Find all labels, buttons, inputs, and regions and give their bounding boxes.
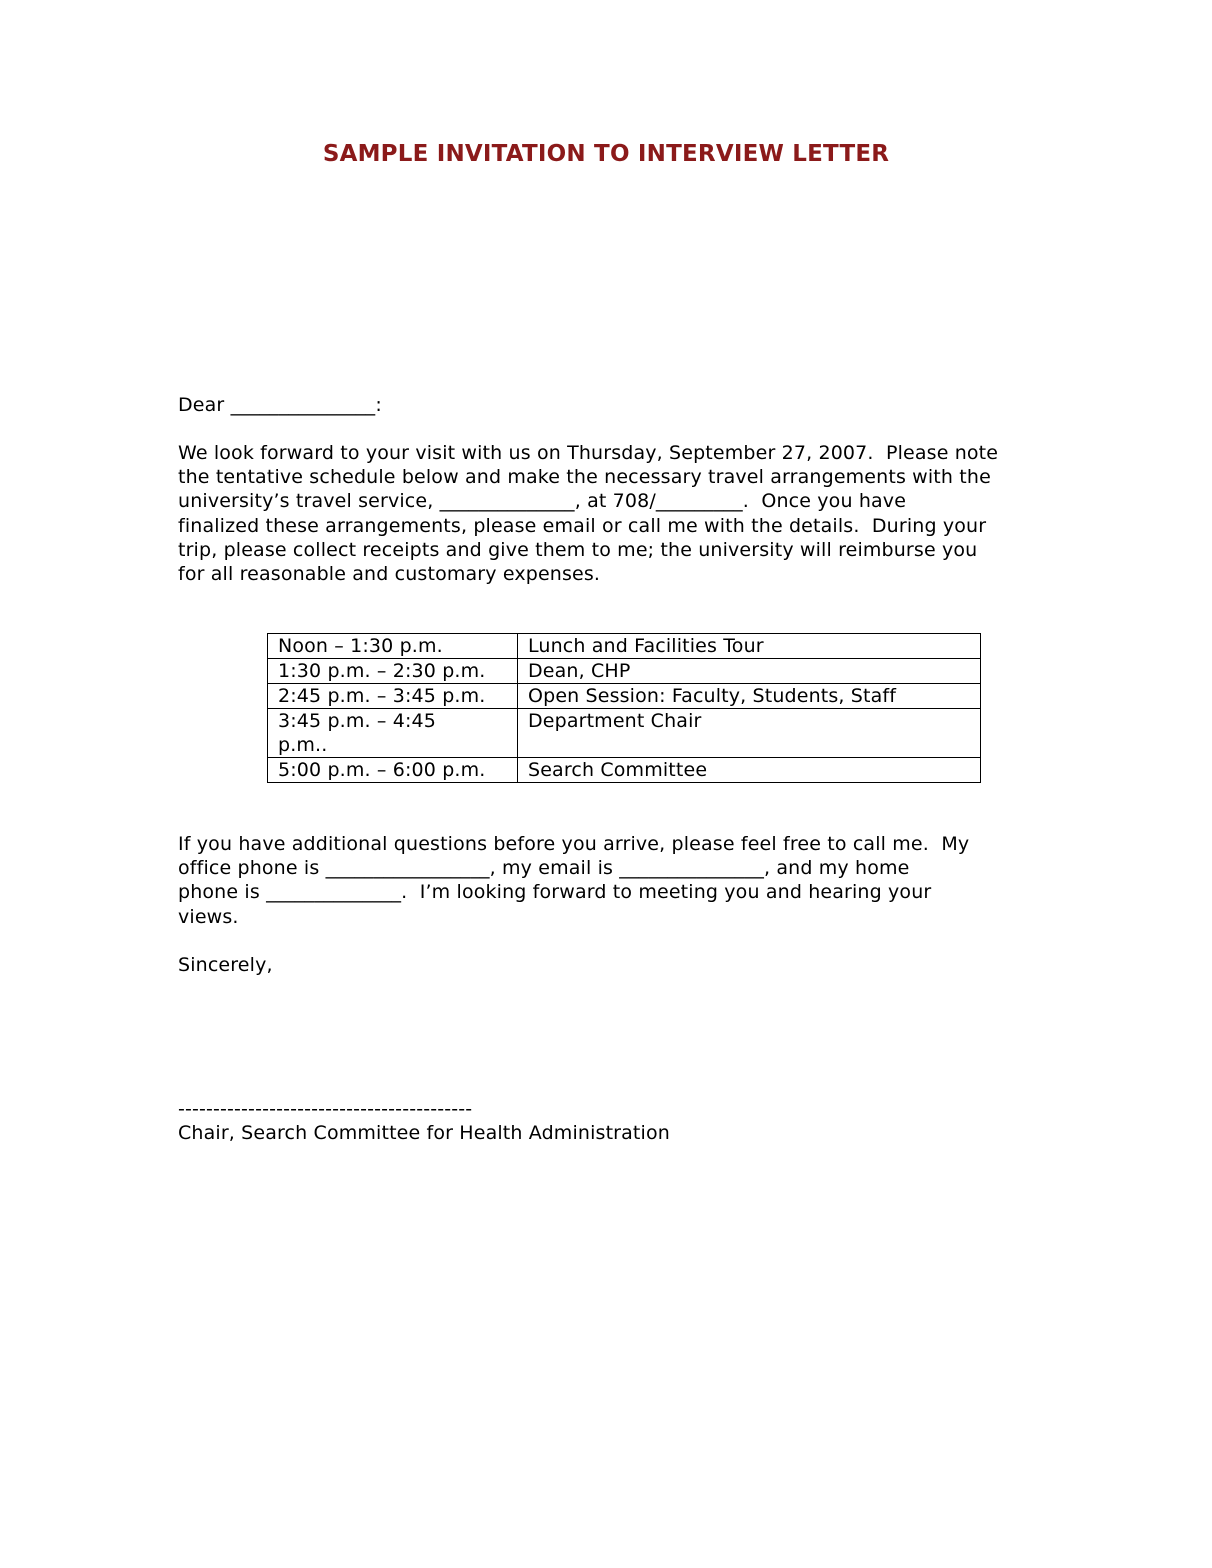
schedule-event: Department Chair xyxy=(518,709,981,758)
schedule-event: Search Committee xyxy=(518,758,981,783)
sign-off: Sincerely, xyxy=(178,954,273,976)
table-row xyxy=(268,659,981,684)
schedule-event: Lunch and Facilities Tour xyxy=(518,634,981,659)
salutation: Dear _______________: xyxy=(178,394,382,416)
schedule-table xyxy=(267,633,981,783)
page-title: SAMPLE INVITATION TO INTERVIEW LETTER xyxy=(322,141,890,167)
table-row xyxy=(268,634,981,659)
closing-paragraph: If you have additional questions before you arrive, please feel free to call me. My office phone is _________________, my email is _______________, and my home phone is ______________. I’m looking forward to meeting you and hearing your views. xyxy=(178,833,970,928)
intro-paragraph: We look forward to your visit with us on Thursday, September 27, 2007. Please note the tentative schedule below and make the necessary travel arrangements with the university’s travel service, ______________, at 708/_________. Once you have finalized these arrangements, please email or call me with the details. During your trip, please collect receipts and give them to me; the university will reimburse you for all reasonable and customary expenses. xyxy=(178,442,999,586)
signature-line: ------------------------------------------ xyxy=(178,1098,473,1120)
schedule-time: 1:30 p.m. – 2:30 p.m. xyxy=(268,659,518,684)
signature-title: Chair, Search Committee for Health Administration xyxy=(178,1122,670,1144)
table-row xyxy=(268,684,981,709)
schedule-time: 5:00 p.m. – 6:00 p.m. xyxy=(268,758,518,783)
schedule-time: Noon – 1:30 p.m. xyxy=(268,634,518,659)
schedule-time: 3:45 p.m. – 4:45 p.m.. xyxy=(268,709,518,758)
schedule-time: 2:45 p.m. – 3:45 p.m. xyxy=(268,684,518,709)
table-row xyxy=(268,758,981,783)
schedule-event: Open Session: Faculty, Students, Staff xyxy=(518,684,981,709)
schedule-event: Dean, CHP xyxy=(518,659,981,684)
table-row xyxy=(268,709,981,758)
